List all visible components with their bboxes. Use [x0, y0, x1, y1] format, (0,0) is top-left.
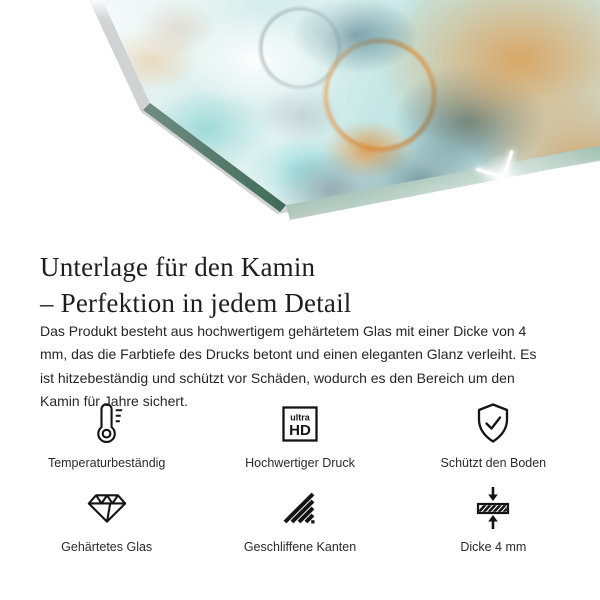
feature-label: Schützt den Boden [440, 456, 547, 470]
polished-edges-icon [283, 485, 316, 531]
page-title-line1: Unterlage für den Kamin [40, 252, 316, 283]
feature-polished-edges [203, 485, 396, 569]
feature-floor-protection [397, 401, 590, 485]
product-image [0, 0, 600, 232]
feature-label: Temperaturbeständig [47, 456, 166, 470]
feature-label: Dicke 4 mm [460, 540, 527, 554]
thermometer-icon [85, 401, 129, 447]
thickness-icon [475, 485, 511, 531]
ultra-hd-text-bottom: HD [289, 422, 311, 439]
feature-thickness [397, 485, 590, 569]
page-title [40, 250, 352, 321]
feature-tempered-glass [10, 485, 203, 569]
feature-label: Hochwertiger Druck [245, 456, 355, 470]
ultra-hd-icon [281, 401, 319, 447]
page-title-line2: – Perfektion in jedem Detail [40, 287, 352, 318]
feature-temperature [10, 401, 203, 485]
product-description: Das Produkt besteht aus hochwertigem gehärtetem Glas mit einer Dicke von 4 mm, das die Farbtiefe des Drucks betont und einen eleganten Glanz verleiht. Es ist hitzebeständig und schützt vor Schäden, wodurch es den Bereich um den Kamin für Jahre sichert. [40, 323, 537, 410]
feature-print-quality [203, 401, 396, 485]
diamond-icon [87, 485, 127, 531]
feature-label: Geschliffene Kanten [243, 540, 357, 554]
feature-label: Gehärtetes Glas [61, 540, 153, 554]
ultra-hd-text-top: ultra [290, 412, 310, 423]
shield-check-icon [473, 401, 513, 447]
feature-grid [10, 401, 590, 569]
